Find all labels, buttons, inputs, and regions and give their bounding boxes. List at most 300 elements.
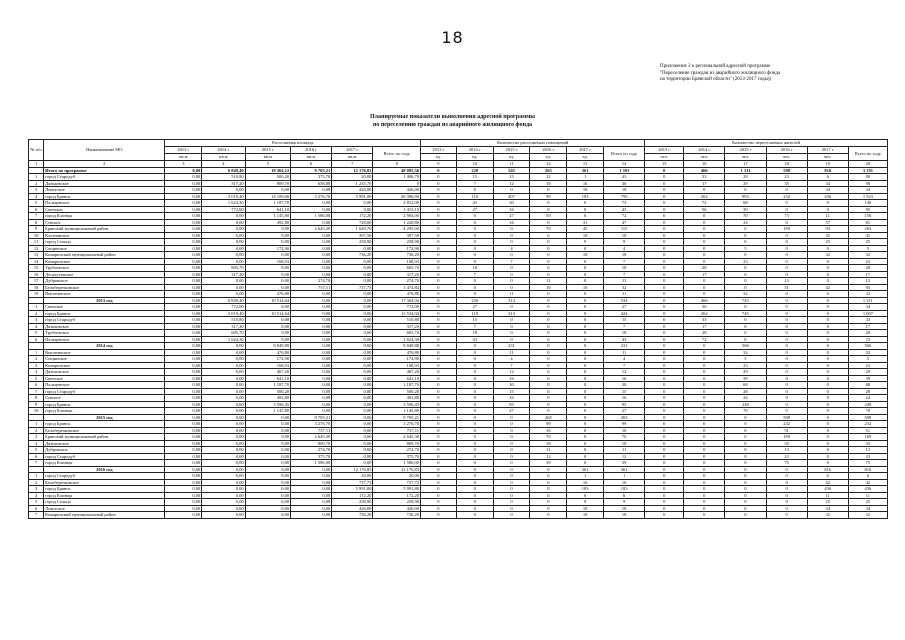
- people-value: 0: [645, 492, 684, 499]
- rooms-value: 0: [421, 317, 457, 324]
- area-value: 492,80: [245, 395, 290, 402]
- people-value: 0: [645, 369, 684, 376]
- column-number: 1: [29, 161, 44, 168]
- rooms-value: 183: [567, 193, 604, 200]
- people-value: 0: [645, 265, 684, 272]
- rooms-value: 27: [493, 408, 530, 415]
- rooms-value: 46: [604, 180, 645, 187]
- column-number: 16: [684, 161, 725, 168]
- rooms-value: 0: [567, 206, 604, 213]
- municipality-name: Сещинское: [44, 356, 165, 363]
- people-value: 45: [807, 232, 848, 239]
- area-value: 736,20: [373, 252, 421, 259]
- people-value: 98: [848, 180, 887, 187]
- people-value: 0: [807, 440, 848, 447]
- area-value: 0,00: [291, 323, 332, 330]
- rooms-value: 30: [604, 382, 645, 389]
- people-value: 745: [725, 297, 766, 304]
- rooms-value: 6: [567, 213, 604, 220]
- people-value: 0: [725, 232, 766, 239]
- area-value: 0,00: [165, 395, 202, 402]
- municipality-name: Свенское: [44, 375, 165, 382]
- people-value: 0: [684, 499, 725, 506]
- area-value: 9 705,21: [291, 167, 332, 174]
- rooms-value: 18: [456, 330, 493, 337]
- people-value: 0: [766, 187, 807, 194]
- area-value: 641,10: [245, 206, 290, 213]
- area-value: 500,20: [245, 174, 290, 181]
- area-value: 0,00: [291, 258, 332, 265]
- rooms-value: 0: [567, 388, 604, 395]
- area-value: 19 364,12: [245, 167, 290, 174]
- rooms-value: 0: [421, 440, 457, 447]
- area-value: 0,00: [291, 505, 332, 512]
- rooms-value: 0: [421, 258, 457, 265]
- row-number: 5: [29, 330, 44, 337]
- area-value: 0,00: [165, 343, 202, 350]
- rooms-value: 0: [493, 453, 530, 460]
- municipality-name: город Стародуб: [44, 453, 165, 460]
- area-value: 0,00: [332, 336, 373, 343]
- area-value: 737,11: [373, 427, 421, 434]
- people-value: 45: [848, 232, 887, 239]
- people-value: 0: [684, 440, 725, 447]
- header-year: 2014 г: [456, 147, 493, 154]
- rooms-value: 0: [421, 213, 457, 220]
- people-value: 57: [807, 219, 848, 226]
- row-number: 8: [29, 395, 44, 402]
- area-value: 0,00: [332, 440, 373, 447]
- people-value: 32: [807, 252, 848, 259]
- rooms-value: 0: [421, 356, 457, 363]
- column-number: 5: [245, 161, 290, 168]
- header-total: Всего по году: [604, 147, 645, 161]
- people-value: 0: [766, 388, 807, 395]
- rooms-value: 27: [604, 304, 645, 311]
- area-value: 0,00: [291, 499, 332, 506]
- people-value: 0: [684, 479, 725, 486]
- appendix-line: на территории Брянской области" (2013-2017 годы)): [660, 77, 772, 82]
- year-label: 2014 год: [44, 343, 165, 350]
- people-value: 0: [807, 271, 848, 278]
- people-value: 0: [725, 447, 766, 454]
- rooms-value: 18: [567, 232, 604, 239]
- rooms-value: 12: [493, 180, 530, 187]
- area-value: 500,20: [373, 388, 421, 395]
- area-value: 10 514,64: [245, 297, 290, 304]
- column-number: 9: [421, 161, 457, 168]
- area-value: 0,00: [291, 297, 332, 304]
- people-value: 0: [807, 414, 848, 421]
- rooms-value: 11: [530, 278, 567, 285]
- municipality-name: Трубчевское: [44, 330, 165, 337]
- area-value: 0,00: [291, 310, 332, 317]
- area-value: 0,00: [291, 375, 332, 382]
- people-value: 0: [684, 375, 725, 382]
- area-value: 0,00: [165, 180, 202, 187]
- people-value: 0: [766, 505, 807, 512]
- rooms-value: 0: [530, 401, 567, 408]
- rooms-value: 0: [456, 427, 493, 434]
- people-value: 0: [645, 486, 684, 493]
- row-number: 8: [29, 219, 44, 226]
- people-value: 0: [645, 460, 684, 467]
- people-value: 0: [766, 401, 807, 408]
- area-value: 13 534,04: [373, 310, 421, 317]
- people-value: 25: [807, 499, 848, 506]
- area-value: 0,00: [291, 369, 332, 376]
- row-number: 3: [29, 486, 44, 493]
- row-number: 5: [29, 200, 44, 207]
- row-number: 1: [29, 174, 44, 181]
- rooms-value: 0: [456, 278, 493, 285]
- people-value: 51: [848, 427, 887, 434]
- rooms-value: 0: [530, 408, 567, 415]
- people-value: 72: [848, 336, 887, 343]
- row-number: 6: [29, 453, 44, 460]
- people-value: 0: [684, 362, 725, 369]
- area-value: 0,00: [291, 252, 332, 259]
- rooms-value: 7: [493, 258, 530, 265]
- rooms-value: 0: [530, 499, 567, 506]
- people-value: 0: [645, 512, 684, 519]
- area-value: 0,00: [245, 505, 290, 512]
- area-value: 0,00: [165, 174, 202, 181]
- area-value: 0,00: [291, 401, 332, 408]
- people-value: 263: [848, 226, 887, 233]
- area-value: 3 596,45: [245, 401, 290, 408]
- rooms-value: 12: [530, 453, 567, 460]
- people-value: 0: [684, 453, 725, 460]
- area-value: 1 145,80: [245, 213, 290, 220]
- area-value: 0,00: [165, 213, 202, 220]
- people-value: 3 191: [848, 167, 887, 174]
- area-value: 0,00: [245, 239, 290, 246]
- rooms-value: 0: [421, 408, 457, 415]
- area-value: 0,00: [165, 447, 202, 454]
- people-value: 0: [645, 291, 684, 298]
- rooms-value: 0: [421, 291, 457, 298]
- people-value: 436: [848, 486, 887, 493]
- rooms-value: 0: [530, 336, 567, 343]
- area-value: 0,00: [202, 440, 245, 447]
- area-value: 0,00: [332, 323, 373, 330]
- area-value: 0,00: [291, 317, 332, 324]
- people-value: 0: [725, 265, 766, 272]
- area-value: 168,93: [373, 362, 421, 369]
- rooms-value: 0: [456, 362, 493, 369]
- rooms-value: 0: [530, 206, 567, 213]
- rooms-value: 43: [604, 206, 645, 213]
- rooms-value: 0: [421, 473, 457, 480]
- area-value: 258,90: [373, 499, 421, 506]
- header-rooms-group: Количество расселяемых помещений: [421, 140, 645, 147]
- area-value: 1 187,70: [245, 200, 290, 207]
- row-number: 10: [29, 232, 44, 239]
- area-value: 0,00: [165, 330, 202, 337]
- area-value: 3 019,40: [202, 310, 245, 317]
- header-unit: чел.: [645, 154, 684, 161]
- municipality-name: Итого по программе: [44, 167, 165, 174]
- people-value: 1 211: [848, 297, 887, 304]
- area-value: 26 396,90: [373, 193, 421, 200]
- area-value: 736,20: [332, 512, 373, 519]
- people-value: 0: [645, 330, 684, 337]
- people-value: 0: [645, 180, 684, 187]
- area-value: 0,00: [291, 219, 332, 226]
- rooms-value: 0: [567, 330, 604, 337]
- rooms-value: 0: [530, 512, 567, 519]
- rooms-value: 0: [421, 330, 457, 337]
- rooms-value: 18: [604, 252, 645, 259]
- area-value: 0,00: [202, 219, 245, 226]
- area-value: 20,00: [332, 174, 373, 181]
- rooms-value: 18: [456, 265, 493, 272]
- people-value: 0: [684, 356, 725, 363]
- area-value: 426,00: [332, 505, 373, 512]
- people-value: 35: [766, 180, 807, 187]
- area-value: 0,00: [165, 460, 202, 467]
- people-value: 0: [645, 297, 684, 304]
- rooms-value: 30: [493, 200, 530, 207]
- rooms-value: 0: [456, 434, 493, 441]
- area-value: 0,00: [165, 408, 202, 415]
- area-value: 0,00: [202, 239, 245, 246]
- row-number: 6: [29, 505, 44, 512]
- people-value: 34: [848, 304, 887, 311]
- row-number: 5: [29, 499, 44, 506]
- area-value: 0,00: [165, 284, 202, 291]
- column-number: 6: [291, 161, 332, 168]
- area-value: 0,00: [291, 349, 332, 356]
- area-value: 2 645,30: [291, 226, 332, 233]
- rooms-value: 0: [530, 323, 567, 330]
- rooms-value: 0: [493, 492, 530, 499]
- people-value: 32: [725, 349, 766, 356]
- people-value: 0: [766, 297, 807, 304]
- rooms-value: 0: [456, 232, 493, 239]
- people-value: 23: [766, 453, 807, 460]
- row-number: 15: [29, 265, 44, 272]
- people-value: 0: [684, 252, 725, 259]
- rooms-value: 0: [421, 492, 457, 499]
- people-value: 0: [684, 187, 725, 194]
- people-value: 0: [684, 434, 725, 441]
- area-value: 0,00: [165, 479, 202, 486]
- municipality-name: Свенское: [44, 206, 165, 213]
- people-value: 0: [645, 414, 684, 421]
- rooms-value: 11: [604, 349, 645, 356]
- people-value: 0: [766, 317, 807, 324]
- people-value: 24: [725, 219, 766, 226]
- area-value: 0,00: [245, 284, 290, 291]
- area-value: 0,00: [202, 473, 245, 480]
- area-value: 0,00: [165, 200, 202, 207]
- area-value: 0,00: [165, 304, 202, 311]
- municipality-name: город Брянск: [44, 401, 165, 408]
- people-value: 11: [848, 492, 887, 499]
- people-value: 6: [807, 174, 848, 181]
- rooms-value: 0: [421, 434, 457, 441]
- rooms-value: 0: [530, 291, 567, 298]
- area-value: 0,00: [332, 447, 373, 454]
- rooms-value: 0: [421, 304, 457, 311]
- area-value: 510,80: [373, 317, 421, 324]
- area-value: 274,70: [291, 447, 332, 454]
- area-value: 0,00: [165, 505, 202, 512]
- people-value: 25: [848, 499, 887, 506]
- area-value: 0,00: [165, 258, 202, 265]
- rooms-value: 0: [421, 193, 457, 200]
- area-value: 0,00: [165, 193, 202, 200]
- area-value: 0,00: [291, 492, 332, 499]
- rooms-value: 0: [493, 512, 530, 519]
- area-value: 48 095,56: [373, 167, 421, 174]
- municipality-name: Свенское: [44, 304, 165, 311]
- people-value: 0: [645, 349, 684, 356]
- area-value: 6 849,40: [202, 167, 245, 174]
- people-value: 0: [766, 369, 807, 376]
- people-value: 1 923: [848, 193, 887, 200]
- area-value: 0,00: [202, 414, 245, 421]
- people-value: 156: [848, 213, 887, 220]
- rooms-value: 0: [456, 492, 493, 499]
- rooms-value: 16: [493, 219, 530, 226]
- rooms-value: 0: [530, 219, 567, 226]
- municipality-name: город Клинцы: [44, 213, 165, 220]
- municipality-name: Локотское: [44, 187, 165, 194]
- people-value: 0: [725, 414, 766, 421]
- people-value: 0: [684, 427, 725, 434]
- people-value: 25: [807, 239, 848, 246]
- people-value: 0: [807, 323, 848, 330]
- area-value: 0,00: [165, 356, 202, 363]
- area-value: 0,00: [245, 440, 290, 447]
- row-number: 4: [29, 323, 44, 330]
- municipality-name: город Брянск: [44, 486, 165, 493]
- rooms-value: 0: [456, 291, 493, 298]
- row-number: 12: [29, 245, 44, 252]
- rooms-value: 0: [530, 200, 567, 207]
- municipality-name: город Сельцо: [44, 499, 165, 506]
- people-value: 0: [645, 453, 684, 460]
- area-value: 172,90: [245, 356, 290, 363]
- people-value: 0: [807, 356, 848, 363]
- rooms-value: 0: [421, 343, 457, 350]
- area-value: 0,00: [165, 226, 202, 233]
- people-value: 0: [807, 408, 848, 415]
- people-value: 0: [645, 187, 684, 194]
- rooms-value: 0: [456, 414, 493, 421]
- people-value: 0: [766, 206, 807, 213]
- area-value: 0,00: [202, 213, 245, 220]
- area-value: 809,70: [245, 180, 290, 187]
- area-value: 0,00: [202, 499, 245, 506]
- people-value: 0: [684, 284, 725, 291]
- rooms-value: 15: [604, 317, 645, 324]
- rooms-value: 43: [456, 336, 493, 343]
- people-value: 466: [684, 297, 725, 304]
- header-year: 2016 г: [291, 147, 332, 154]
- people-value: 0: [766, 271, 807, 278]
- people-value: 0: [725, 271, 766, 278]
- rooms-value: 43: [604, 174, 645, 181]
- people-value: 0: [766, 323, 807, 330]
- people-value: 0: [807, 434, 848, 441]
- rooms-value: 0: [421, 239, 457, 246]
- area-value: 737,73: [332, 284, 373, 291]
- rooms-value: 27: [493, 213, 530, 220]
- people-value: 0: [766, 382, 807, 389]
- municipality-name: Дятьковское: [44, 440, 165, 447]
- people-value: 24: [848, 395, 887, 402]
- rooms-value: 0: [421, 427, 457, 434]
- people-value: 0: [807, 388, 848, 395]
- area-value: 737,11: [291, 284, 332, 291]
- rooms-value: 27: [604, 408, 645, 415]
- area-value: 0,00: [165, 401, 202, 408]
- area-value: 0,00: [245, 421, 290, 428]
- people-value: 0: [766, 486, 807, 493]
- rooms-value: 6: [567, 492, 604, 499]
- rooms-value: 0: [493, 447, 530, 454]
- people-value: 24: [725, 395, 766, 402]
- row-number: 7: [29, 512, 44, 519]
- people-value: 5: [848, 356, 887, 363]
- row-number: 19: [29, 291, 44, 298]
- people-value: 0: [645, 219, 684, 226]
- header-unit: кв.м: [245, 154, 290, 161]
- rooms-value: 16: [530, 284, 567, 291]
- rooms-value: 0: [456, 369, 493, 376]
- row-number: 3: [29, 362, 44, 369]
- people-value: 0: [725, 317, 766, 324]
- people-value: 0: [684, 382, 725, 389]
- people-value: 1 007: [848, 310, 887, 317]
- rooms-value: 0: [456, 213, 493, 220]
- area-value: 317,20: [202, 271, 245, 278]
- area-value: 510,80: [202, 174, 245, 181]
- area-value: 6 849,40: [202, 297, 245, 304]
- rooms-value: 0: [567, 200, 604, 207]
- people-value: 0: [766, 362, 807, 369]
- rooms-value: 0: [530, 232, 567, 239]
- rooms-value: 0: [530, 265, 567, 272]
- rooms-value: 0: [456, 447, 493, 454]
- rooms-value: 0: [567, 382, 604, 389]
- people-value: 0: [645, 310, 684, 317]
- area-value: 492,80: [245, 219, 290, 226]
- people-value: 0: [766, 245, 807, 252]
- rooms-value: 18: [604, 265, 645, 272]
- rooms-value: 183: [604, 486, 645, 493]
- area-value: 476,80: [373, 291, 421, 298]
- rooms-value: 11: [604, 278, 645, 285]
- people-value: 33: [684, 174, 725, 181]
- row-number: 4: [29, 369, 44, 376]
- header-year: 2016 г: [766, 147, 807, 154]
- rooms-value: 0: [567, 427, 604, 434]
- people-value: 0: [684, 447, 725, 454]
- municipality-name: город Клинцы: [44, 460, 165, 467]
- rooms-value: 7: [604, 271, 645, 278]
- rooms-value: 0: [567, 369, 604, 376]
- title-line: Планируемые показатели выполнения адресной программы: [370, 114, 535, 120]
- rooms-value: 12: [530, 174, 567, 181]
- area-value: 274,70: [373, 447, 421, 454]
- rooms-value: 11: [493, 291, 530, 298]
- area-value: 728,00: [332, 219, 373, 226]
